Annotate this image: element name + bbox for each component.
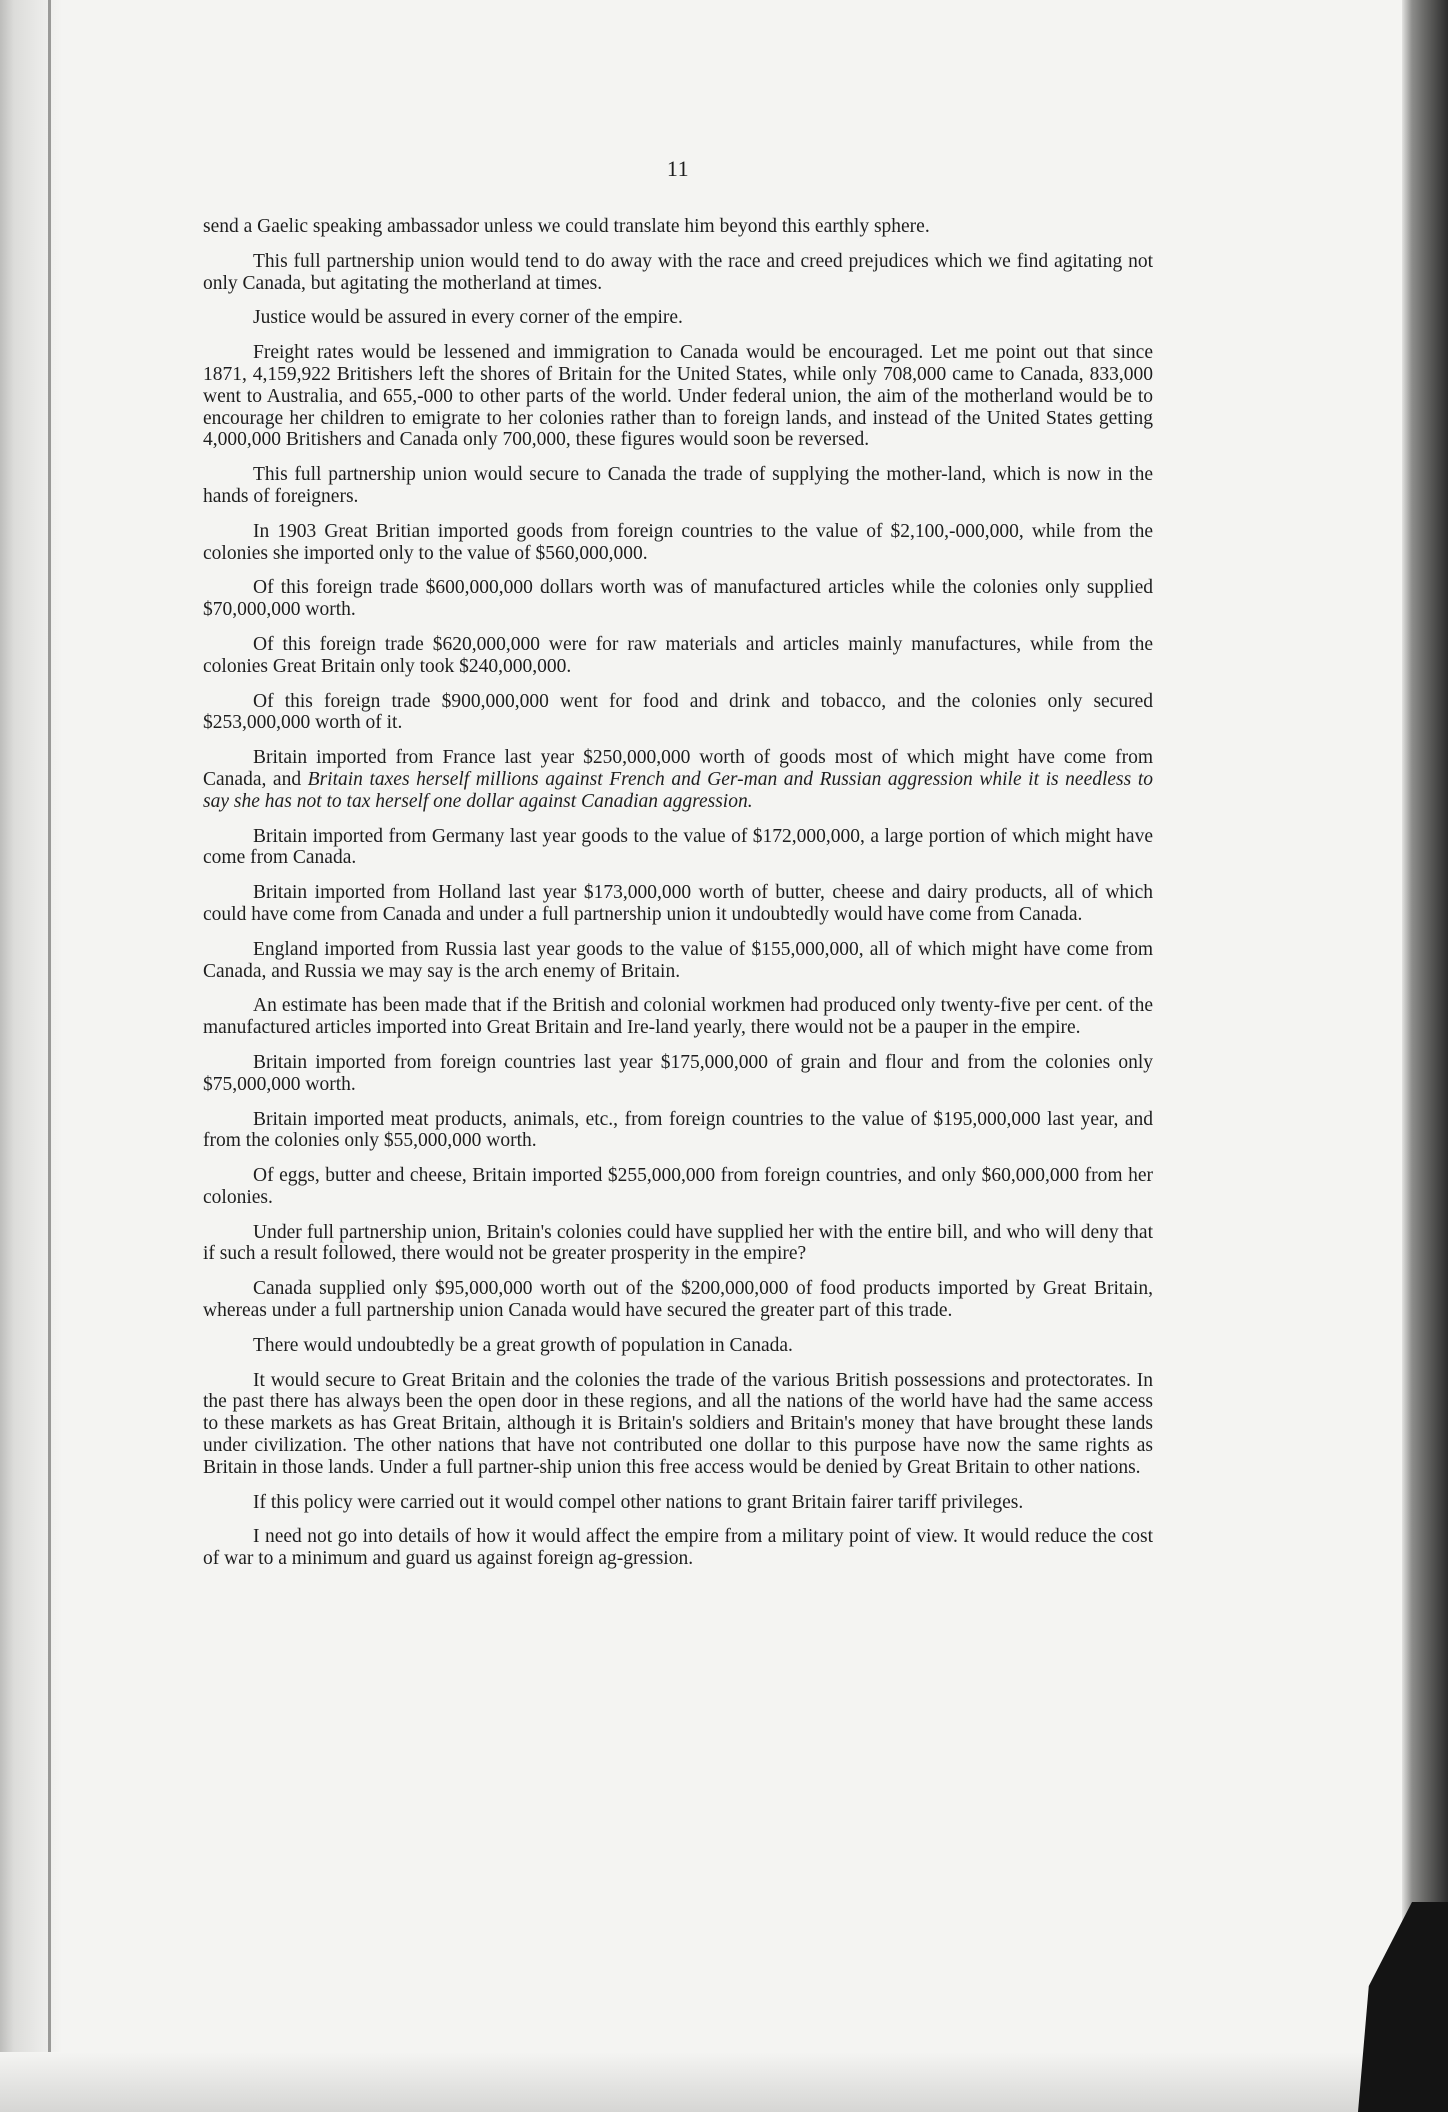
paragraph	[203, 1109, 1153, 1153]
paragraph-text: Freight rates would be lessened and immigration to Canada would be encouraged. Let me point out that since 1871, 4,159,922 Britishers left the shores of Britain for the United States, while only 708,000 came to Canada, 833,000 went to Australia, and 655,-000 to other parts of the world. Under federal union, the aim of the motherland would be to encourage her children to emigrate to her colonies rather than to foreign lands, and instead of the United States getting 4,000,000 Britishers and Canada only 700,000, these figures would soon be reversed.	[203, 342, 1153, 451]
paragraph-text: If this policy were carried out it would compel other nations to grant Britain fairer tariff privileges.	[253, 1491, 1024, 1513]
paragraph-text: I need not go into details of how it would affect the empire from a military point of view. It would reduce the cost of war to a minimum and guard us against foreign ag-gression.	[203, 1526, 1153, 1570]
paragraph	[203, 1335, 1153, 1357]
paragraph	[203, 691, 1153, 735]
paragraph	[203, 882, 1153, 926]
paragraph	[203, 342, 1153, 451]
paragraph	[203, 747, 1153, 812]
scan-left-edge	[0, 0, 62, 2112]
paragraph-text: send a Gaelic speaking ambassador unless we could translate him beyond this earthly sphere.	[203, 216, 930, 237]
scan-corner-shadow	[1358, 1902, 1448, 2112]
paragraph	[203, 307, 1153, 329]
paragraph-text: Canada supplied only $95,000,000 worth out of the $200,000,000 of food products imported by Great Britain, whereas under a full partnership union Canada would have secured the greater part of this trade.	[203, 1278, 1153, 1322]
paragraph	[203, 216, 1153, 238]
paragraph	[203, 826, 1153, 870]
paragraph	[203, 464, 1153, 508]
paragraph	[203, 1052, 1153, 1096]
paragraph-text: It would secure to Great Britain and the colonies the trade of the various British possessions and protectorates. In the past there has always been the open door in these regions, and all the nations of the world have had the same access to these markets as has Great Britain, although it is Britain's soldiers and Britain's money that have brought these lands under civilization. The other nations that have not contributed one dollar to this purpose have now the same rights as Britain in those lands. Under a full partner-ship union this free access would be denied by Great Britain to other nations.	[203, 1369, 1153, 1478]
paragraph-italic-text: Britain taxes herself millions against French and Ger-man and Russian aggression while it is needless to say she has not to tax herself one dollar against Canadian aggression.	[203, 768, 1153, 812]
paragraph-text: Britain imported from Germany last year goods to the value of $172,000,000, a large portion of which might have come from Canada.	[203, 825, 1153, 869]
scan-bottom-edge	[0, 2052, 1448, 2112]
paragraph	[203, 995, 1153, 1039]
paragraph	[203, 1222, 1153, 1266]
paragraph	[203, 521, 1153, 565]
paragraph	[203, 939, 1153, 983]
scan-right-edge	[1402, 0, 1448, 2112]
paragraph-text: Britain imported from France last year $250,000,000 worth of goods most of which might have come from Canada, and	[203, 747, 1153, 790]
scan-binding-line	[48, 0, 51, 2112]
paragraph-text: Of eggs, butter and cheese, Britain imported $255,000,000 from foreign countries, and only $60,000,000 from her colonies.	[203, 1165, 1153, 1208]
body-text	[203, 216, 1153, 1570]
paragraph	[203, 251, 1153, 295]
paragraph-text: England imported from Russia last year goods to the value of $155,000,000, all of which might have come from Canada, and Russia we may say is the arch enemy of Britain.	[203, 938, 1153, 982]
paragraph	[203, 1278, 1153, 1322]
paragraph	[203, 634, 1153, 678]
paragraph	[203, 1526, 1153, 1570]
paragraph-text: There would undoubtedly be a great growth of population in Canada.	[253, 1334, 793, 1356]
paragraph-text: Britain imported from foreign countries last year $175,000,000 of grain and flour and from the colonies only $75,000,000 worth.	[203, 1051, 1153, 1095]
document-page	[203, 156, 1153, 1583]
paragraph	[203, 1370, 1153, 1479]
page-number: 11	[666, 156, 690, 181]
paragraph-text: Britain imported meat products, animals, etc., from foreign countries to the value of $195,000,000 last year, and from the colonies only $55,000,000 worth.	[203, 1108, 1153, 1152]
paragraph	[203, 577, 1153, 621]
paragraph-text: Justice would be assured in every corner of the empire.	[253, 307, 683, 329]
paragraph	[203, 1492, 1153, 1514]
paragraph-text: An estimate has been made that if the British and colonial workmen had produced only twenty-five per cent. of the manufactured articles imported into Great Britain and Ire-land yearly, there would not be a pauper in the empire.	[203, 995, 1153, 1039]
paragraph-text: This full partnership union would secure to Canada the trade of supplying the mother-land, which is now in the hands of foreigners.	[203, 464, 1153, 507]
paragraph-text: Of this foreign trade $900,000,000 went for food and drink and tobacco, and the colonies only secured $253,000,000 worth of it.	[203, 690, 1153, 734]
paragraph-text: Of this foreign trade $600,000,000 dollars worth was of manufactured articles while the colonies only supplied $70,000,000 worth.	[203, 577, 1153, 621]
paragraph-text: Britain imported from Holland last year $173,000,000 worth of butter, cheese and dairy products, all of which could have come from Canada and under a full partnership union it undoubtedly would have come from Canada.	[203, 882, 1153, 925]
paragraph-text: This full partnership union would tend to do away with the race and creed prejudices which we find agitating not only Canada, but agitating the motherland at times.	[203, 250, 1153, 294]
paragraph-text: Under full partnership union, Britain's colonies could have supplied her with the entire bill, and who will deny that if such a result followed, there would not be greater prosperity in the empire?	[203, 1221, 1153, 1265]
paragraph-text: In 1903 Great Britian imported goods from foreign countries to the value of $2,100,-000,000, while from the colonies she imported only to the value of $560,000,000.	[203, 520, 1153, 564]
paragraph	[203, 1165, 1153, 1209]
paragraph-text: Of this foreign trade $620,000,000 were for raw materials and articles mainly manufactures, while from the colonies Great Britain only took $240,000,000.	[203, 633, 1153, 677]
